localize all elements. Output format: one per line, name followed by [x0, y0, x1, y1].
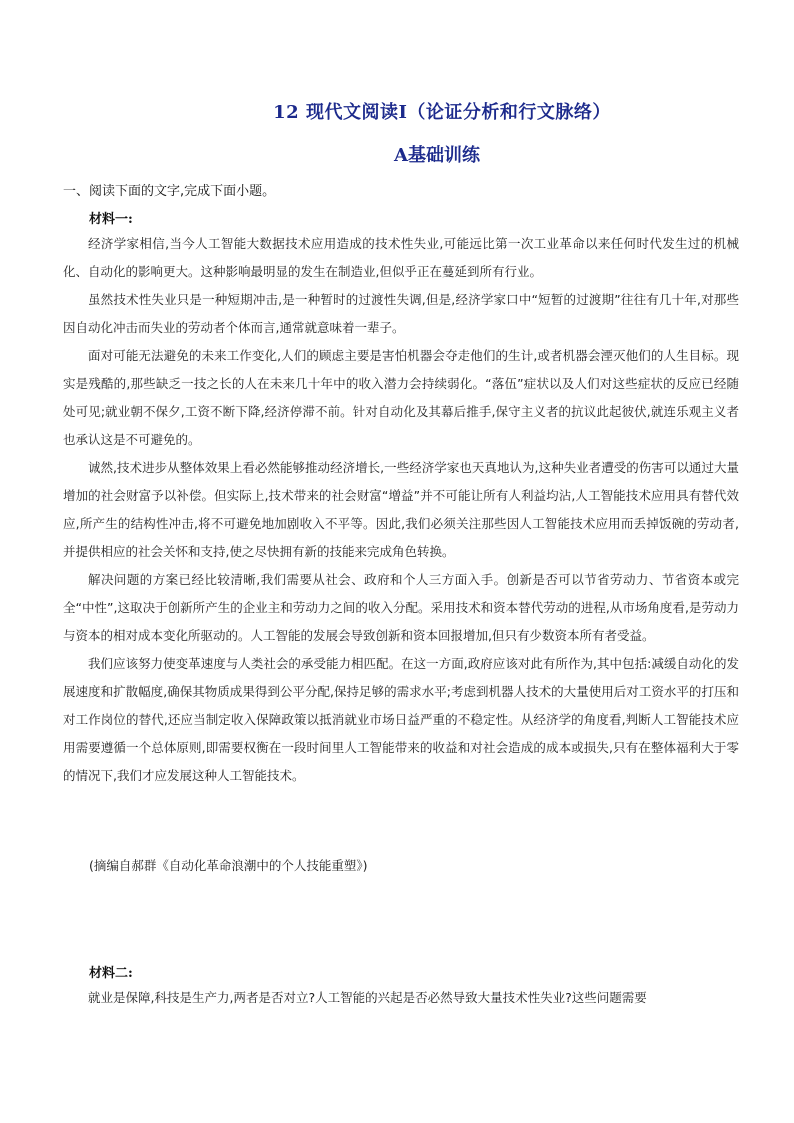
- paragraph: 诚然,技术进步从整体效果上看必然能够推动经济增长,一些经济学家也天真地认为,这种失业者遭受的伤害可以通过大量增加的社会财富予以补偿。但实际上,技术带来的社会财富“增益”并不可能让所有人利益均沾,人工智能技术应用具有替代效应,所产生的结构性冲击,将不可避免地加剧收入不平等。因此,我们必须关注那些因人工智能技术应用而丢掉饭碗的劳动者,并提供相应的社会关怀和支持,使之尽快拥有新的技能来完成角色转换。: [63, 460, 739, 559]
- material-one-label: 材料一:: [89, 212, 133, 227]
- paragraph: 面对可能无法避免的未来工作变化,人们的顾虑主要是害怕机器会夺走他们的生计,或者机器会湮灭他们的人生目标。现实是残酷的,那些缺乏一技之长的人在未来几十年中的收入潜力会持续弱化。“落伍”症状以及人们对这些症状的反应已经随处可见;就业朝不保夕,工资不断下降,经济停滞不前。针对自动化及其幕后推手,保守主义者的抗议此起彼伏,就连乐观主义者也承认这是不可避免的。: [63, 348, 739, 447]
- paragraph: 解决问题的方案已经比较清晰,我们需要从社会、政府和个人三方面入手。创新是否可以节省劳动力、节省资本或完全“中性”,这取决于创新所产生的企业主和劳动力之间的收入分配。采用技术和资本替代劳动的进程,从市场角度看,是劳动力与资本的相对成本变化所驱动的。人工智能的发展会导致创新和资本回报增加,但只有少数资本所有者受益。: [63, 572, 739, 643]
- paragraph: 虽然技术性失业只是一种短期冲击,是一种暂时的过渡性失调,但是,经济学家口中“短暂的过渡期”往往有几十年,对那些因自动化冲击而失业的劳动者个体而言,通常就意味着一辈子。: [63, 292, 739, 335]
- material-two-body: [63, 984, 739, 1012]
- material-one-source: (摘编自郝群《自动化革命浪潮中的个人技能重塑》): [89, 858, 368, 873]
- paragraph: 就业是保障,科技是生产力,两者是否对立?人工智能的兴起是否必然导致大量技术性失业?这些问题需要: [88, 990, 647, 1005]
- material-one-body: [63, 230, 739, 790]
- paragraph: 经济学家相信,当今人工智能大数据技术应用造成的技术性失业,可能远比第一次工业革命以来任何时代发生过的机械化、自动化的影响更大。这种影响最明显的发生在制造业,但似乎正在蔓延到所有行业。: [63, 236, 739, 279]
- document-title: 12 现代文阅读Ⅰ（论证分析和行文脉络）: [273, 102, 611, 123]
- material-two-label: 材料二:: [89, 966, 133, 981]
- question-instruction: 一、阅读下面的文字,完成下面小题。: [63, 184, 276, 199]
- section-subtitle: A基础训练: [394, 145, 480, 166]
- paragraph: 我们应该努力使变革速度与人类社会的承受能力相匹配。在这一方面,政府应该对此有所作为,其中包括:减缓自动化的发展速度和扩散幅度,确保其物质成果得到公平分配,保持足够的需求水平;考虑到机器人技术的大量使用后对工资水平的打压和对工作岗位的替代,还应当制定收入保障政策以抵消就业市场日益严重的不稳定性。从经济学的角度看,判断人工智能技术应用需要遵循一个总体原则,即需要权衡在一段时间里人工智能带来的收益和对社会造成的成本或损失,只有在整体福利大于零的情况下,我们才应发展这种人工智能技术。: [63, 656, 739, 783]
